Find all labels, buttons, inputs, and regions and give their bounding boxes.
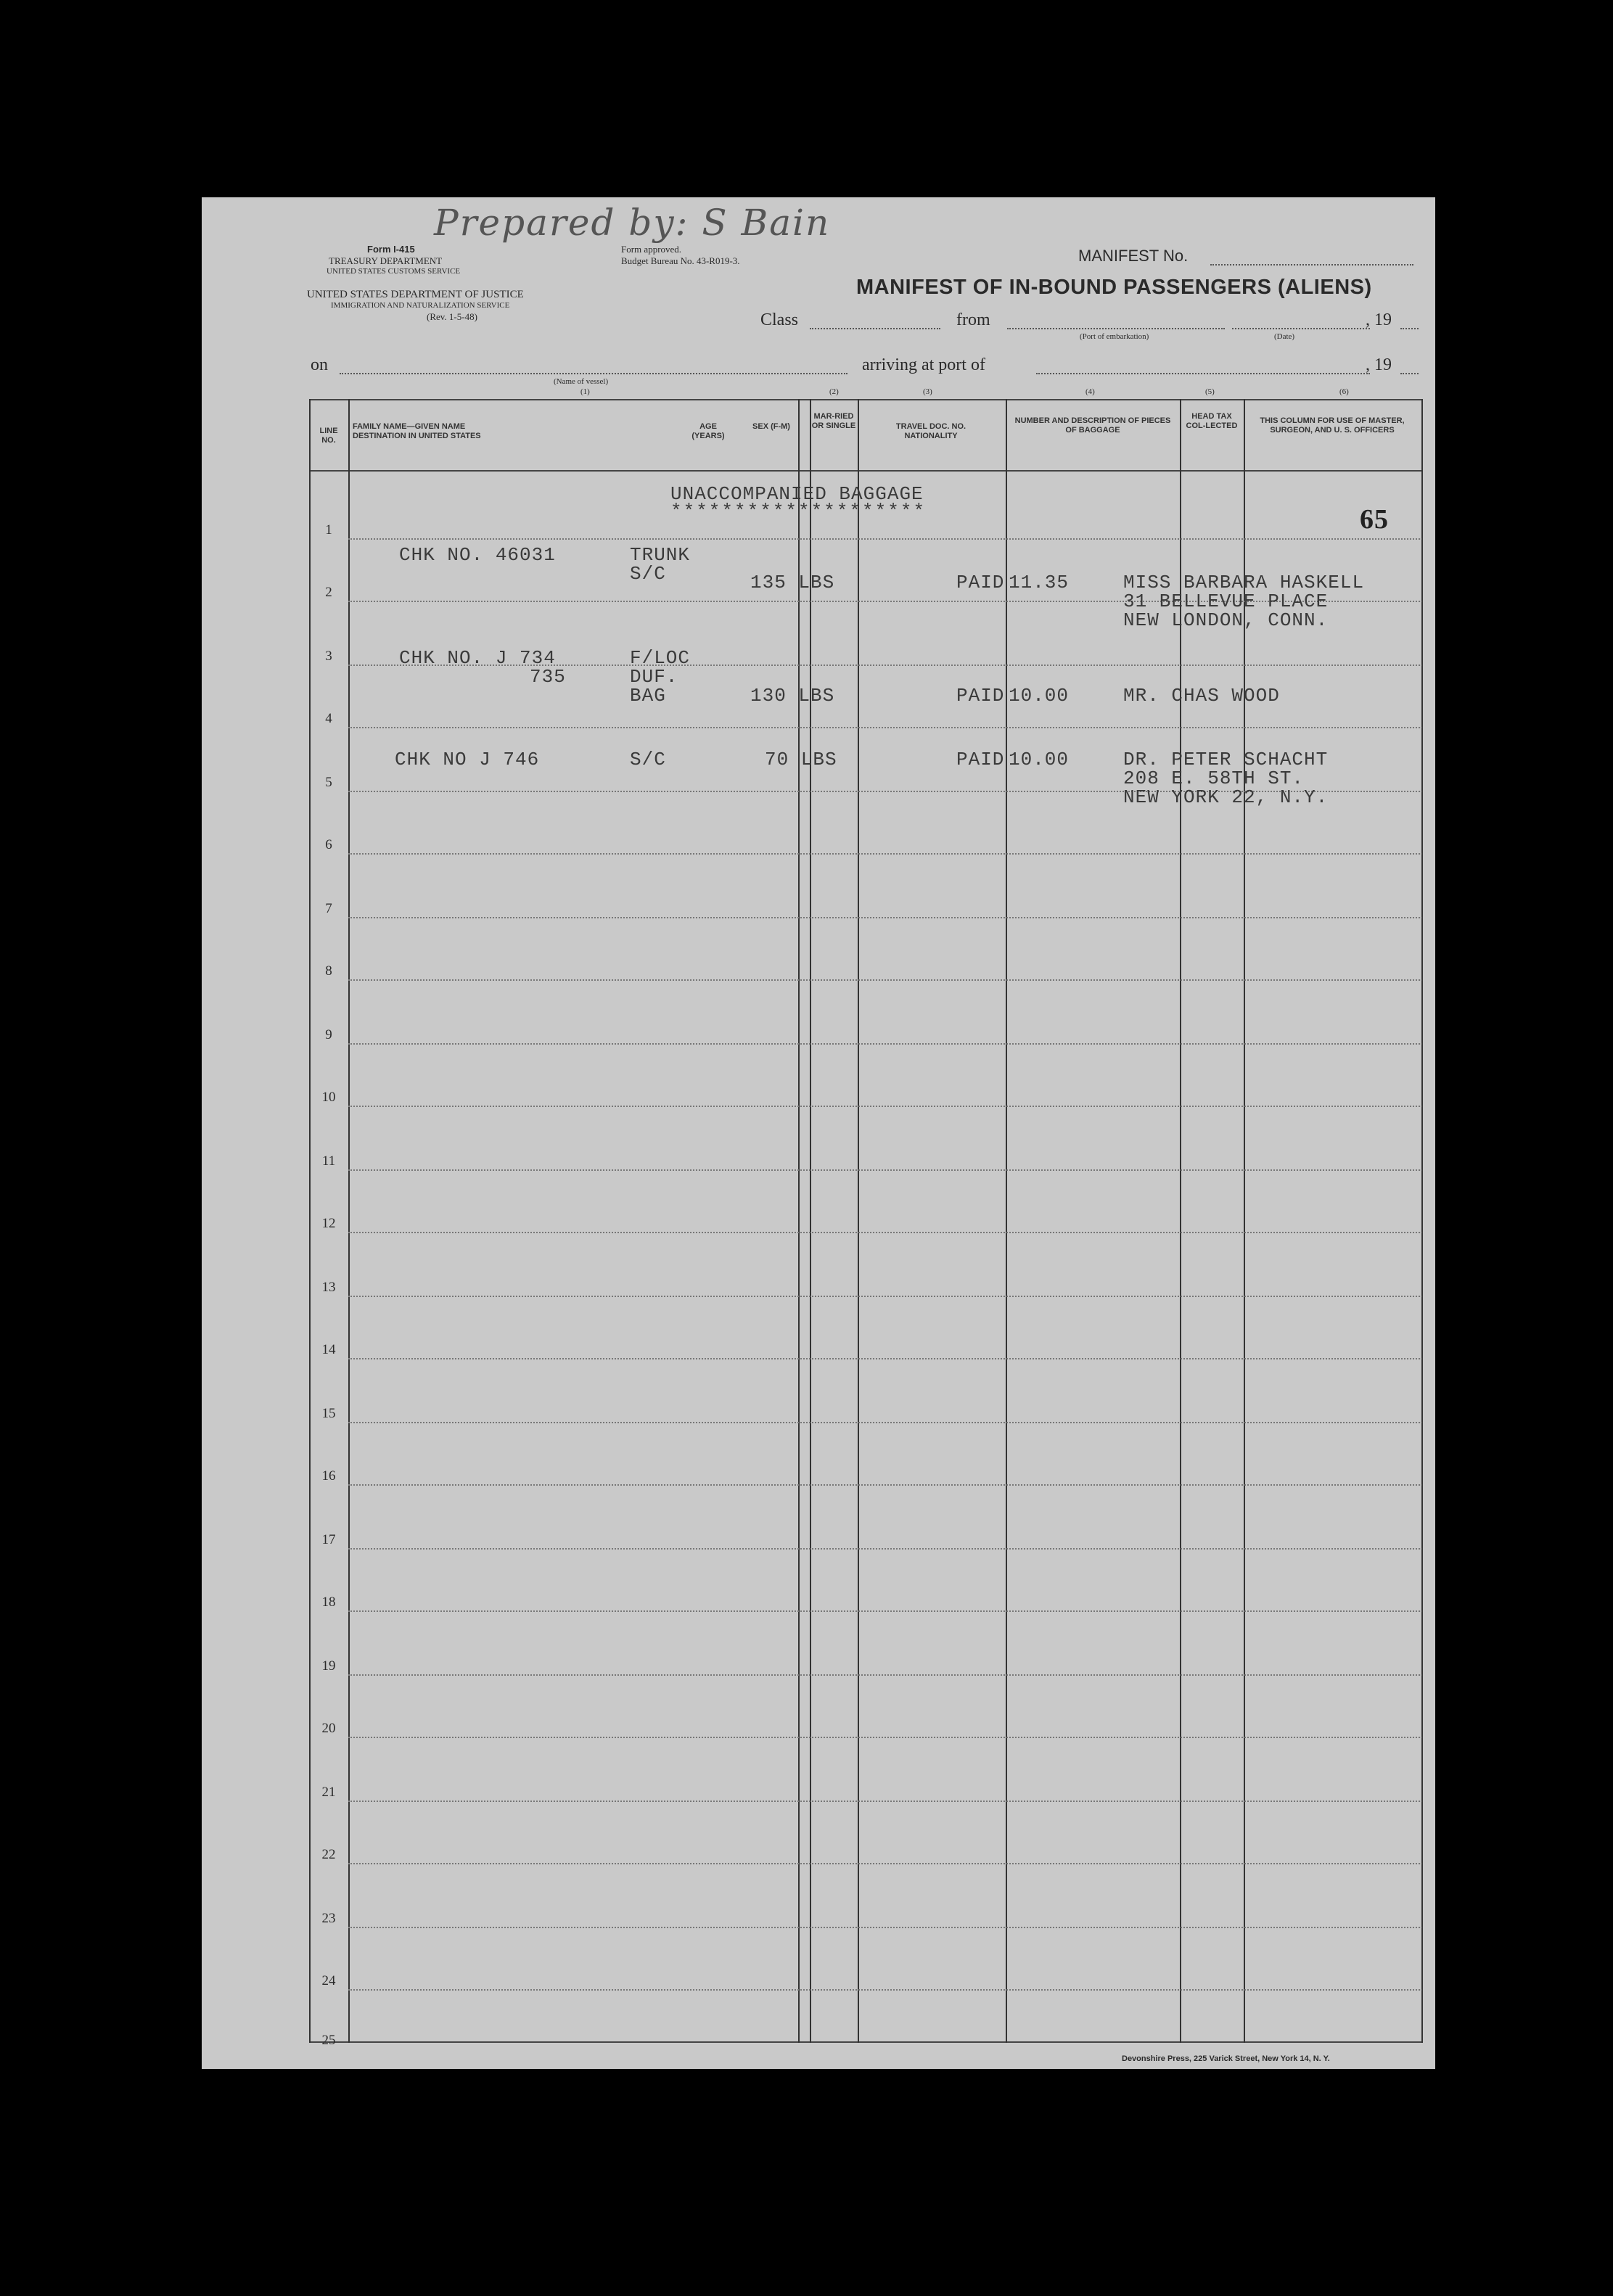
- col-num-4: (4): [1085, 387, 1095, 396]
- row-line: [348, 1674, 1422, 1676]
- row-line: [348, 1232, 1422, 1233]
- row-number: 10: [321, 1090, 336, 1105]
- row-number: 15: [321, 1406, 336, 1421]
- table-bottom-border: [309, 2041, 1423, 2043]
- manifest-no-label: MANIFEST No.: [1078, 247, 1189, 265]
- budget-bureau: Budget Bureau No. 43-R019-3.: [621, 255, 740, 266]
- row-number: 18: [321, 1595, 336, 1610]
- entry-item: DUF.: [630, 666, 678, 688]
- entry-address: 31 BELLEVUE PLACE: [1123, 591, 1329, 612]
- from-label: from: [956, 310, 990, 329]
- manifest-no-line[interactable]: [1210, 264, 1413, 266]
- col-header-officers: THIS COLUMN FOR USE OF MASTER, SURGEON, AND U. S. OFFICERS: [1260, 416, 1405, 435]
- row-line: [348, 1927, 1422, 1928]
- class-line[interactable]: [810, 328, 940, 329]
- row-line: [348, 1422, 1422, 1423]
- entry-paid: PAID: [956, 572, 1005, 593]
- page-number: 65: [1360, 504, 1389, 535]
- row-number: 22: [321, 1847, 336, 1862]
- department-of-justice: UNITED STATES DEPARTMENT OF JUSTICE: [307, 289, 524, 300]
- col-border-travel: [858, 399, 859, 2043]
- entry-check-2: 735: [530, 666, 566, 688]
- row-line: [348, 917, 1422, 918]
- arriving-label: arriving at port of: [862, 355, 985, 374]
- col-border-tax: [1180, 399, 1181, 2043]
- row-number: 14: [321, 1342, 336, 1357]
- row-line: [348, 1801, 1422, 1802]
- row-number: 4: [325, 711, 332, 726]
- row-line: [348, 1863, 1422, 1864]
- row-line: [348, 1989, 1422, 1991]
- row-number: 3: [325, 649, 332, 664]
- entry-paid: PAID: [956, 749, 1005, 770]
- row-number: 11: [321, 1153, 336, 1169]
- entry-check: CHK NO J 746: [395, 749, 540, 770]
- row-number: 2: [325, 585, 332, 600]
- year-line-2[interactable]: [1400, 373, 1419, 374]
- col-header-sex: SEX (F-M): [752, 422, 790, 431]
- col-header-name: FAMILY NAME—GIVEN NAME DESTINATION IN UNITED STATES: [353, 422, 481, 440]
- entry-amount: 10.00: [1009, 749, 1070, 770]
- year-label-2: , 19: [1366, 355, 1392, 374]
- row-number: 13: [321, 1280, 336, 1295]
- entry-address: DR. PETER SCHACHT: [1123, 749, 1329, 770]
- row-number: 25: [321, 2033, 336, 2048]
- col-num-3: (3): [923, 387, 932, 396]
- row-number: 20: [321, 1721, 336, 1736]
- col-header-travel: TRAVEL DOC. NO. NATIONALITY: [895, 422, 966, 440]
- row-line: [348, 1358, 1422, 1359]
- col-border-baggage: [1006, 399, 1007, 2043]
- entry-weight: 130 LBS: [750, 685, 835, 707]
- row-number: 17: [321, 1532, 336, 1547]
- entry-weight: 135 LBS: [750, 572, 835, 593]
- from-line[interactable]: [1007, 328, 1225, 329]
- form-number: Form I-415: [367, 244, 415, 255]
- row-number: 21: [321, 1785, 336, 1800]
- heading-stars: ********************: [670, 501, 927, 522]
- customs-service: UNITED STATES CUSTOMS SERVICE: [327, 267, 461, 276]
- row-number: 23: [321, 1911, 336, 1926]
- entry-weight: 70 LBS: [765, 749, 837, 770]
- entry-check: CHK NO. J 734: [399, 647, 556, 669]
- col-header-married: MAR-RIED OR SINGLE: [811, 412, 856, 430]
- row-number: 5: [325, 775, 332, 790]
- col-border-right: [1421, 399, 1423, 2043]
- port-embarkation-label: (Port of embarkation): [1080, 332, 1149, 341]
- entry-address: 208 E. 58TH ST.: [1123, 768, 1305, 789]
- on-label: on: [311, 355, 328, 374]
- row-line: [348, 1610, 1422, 1612]
- year-label-1: , 19: [1366, 310, 1392, 329]
- entry-address: MR. CHAS WOOD: [1123, 685, 1280, 707]
- department: TREASURY DEPARTMENT: [329, 255, 443, 266]
- approval: Form approved.: [621, 244, 682, 255]
- col-header-baggage: NUMBER AND DESCRIPTION OF PIECES OF BAGGAGE: [1014, 416, 1171, 435]
- col-num-1: (1): [580, 387, 590, 396]
- entry-amount: 11.35: [1009, 572, 1070, 593]
- col-num-2: (2): [829, 387, 839, 396]
- col-header-tax: HEAD TAX COL-LECTED: [1186, 412, 1238, 430]
- printer-imprint: Devonshire Press, 225 Varick Street, New York 14, N. Y.: [1122, 2054, 1330, 2063]
- vessel-line[interactable]: [340, 373, 847, 374]
- manifest-title: MANIFEST OF IN-BOUND PASSENGERS (ALIENS): [856, 276, 1372, 299]
- row-line: [348, 1548, 1422, 1550]
- row-number: 12: [321, 1216, 336, 1231]
- row-line: [348, 1043, 1422, 1045]
- col-header-age: AGE (YEARS): [691, 422, 725, 440]
- row-number: 8: [325, 963, 332, 979]
- date-label: (Date): [1274, 332, 1295, 341]
- entry-address: MISS BARBARA HASKELL: [1123, 572, 1365, 593]
- row-line: [348, 1169, 1422, 1171]
- row-line: [348, 979, 1422, 981]
- handwritten-note: Prepared by: S Bain: [434, 202, 831, 244]
- vessel-label: (Name of vessel): [554, 377, 609, 386]
- unaccompanied-baggage-heading: UNACCOMPANIED BAGGAGE: [670, 483, 924, 505]
- port-arrival-line[interactable]: [1036, 373, 1370, 374]
- row-number: 24: [321, 1973, 336, 1988]
- row-number: 6: [325, 837, 332, 852]
- col-border-left: [309, 399, 311, 2043]
- row-line: [348, 853, 1422, 855]
- col-num-5: (5): [1205, 387, 1215, 396]
- entry-check: CHK NO. 46031: [399, 544, 556, 566]
- col-border-line: [348, 399, 350, 2043]
- row-line: [348, 1737, 1422, 1738]
- entry-paid: PAID: [956, 685, 1005, 707]
- ins-service: IMMIGRATION AND NATURALIZATION SERVICE: [331, 301, 510, 310]
- row-number: 19: [321, 1658, 336, 1674]
- row-line: [348, 1296, 1422, 1297]
- entry-address: NEW LONDON, CONN.: [1123, 609, 1329, 631]
- row-line: [348, 1484, 1422, 1486]
- entry-item: TRUNK: [630, 544, 691, 566]
- table-top-border: [309, 399, 1423, 400]
- col-border-married: [810, 399, 811, 2043]
- col-header-line: LINE NO.: [319, 427, 338, 445]
- row-line: [348, 1106, 1422, 1107]
- revision: (Rev. 1-5-48): [427, 311, 477, 322]
- col-border-sex: [798, 399, 800, 2043]
- manifest-page: [202, 197, 1435, 2069]
- entry-item: S/C: [630, 563, 666, 585]
- entry-address: NEW YORK 22, N.Y.: [1123, 786, 1329, 808]
- date-line[interactable]: [1232, 328, 1370, 329]
- col-num-6: (6): [1339, 387, 1349, 396]
- row-number: 9: [325, 1027, 332, 1042]
- class-label: Class: [760, 310, 799, 329]
- row-line: [348, 538, 1422, 540]
- entry-item: BAG: [630, 685, 666, 707]
- entry-item: S/C: [630, 749, 666, 770]
- entry-item: F/LOC: [630, 647, 691, 669]
- row-number: 7: [325, 901, 332, 916]
- row-number: 1: [325, 522, 332, 538]
- col-border-officers: [1244, 399, 1245, 2043]
- row-number: 16: [321, 1468, 336, 1484]
- table-header-border: [309, 470, 1423, 472]
- row-line: [348, 727, 1422, 728]
- year-line-1[interactable]: [1400, 328, 1419, 329]
- entry-amount: 10.00: [1009, 685, 1070, 707]
